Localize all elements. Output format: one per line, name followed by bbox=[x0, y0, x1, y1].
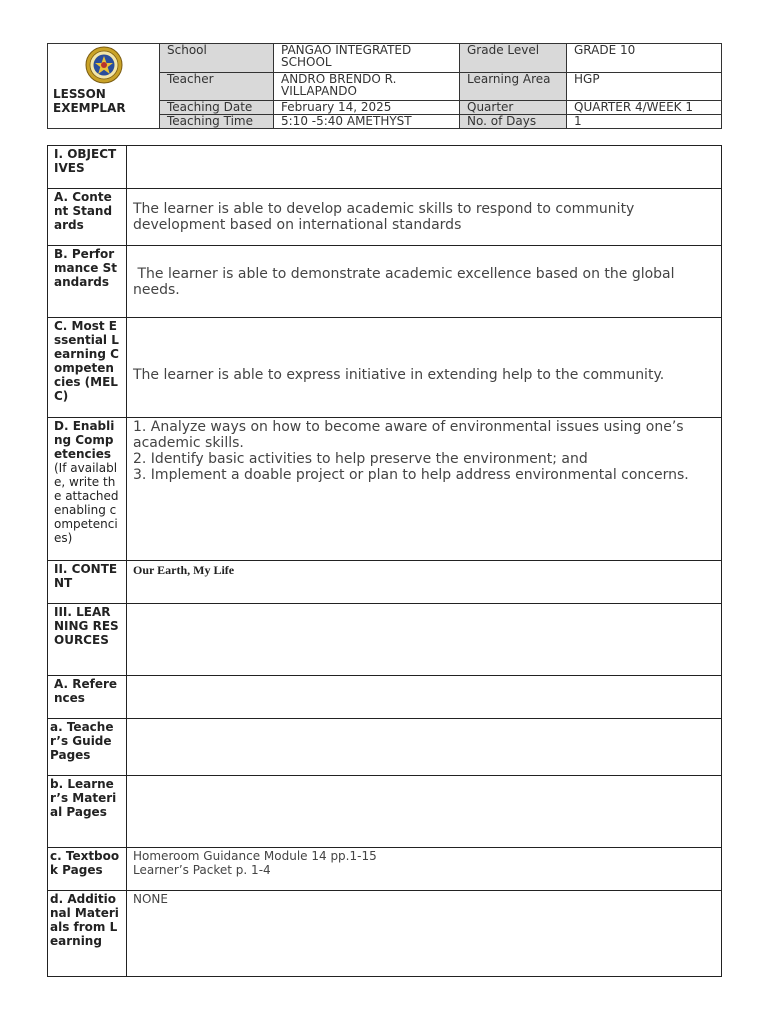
enabling-item-3: 3. Implement a doable project or plan to help address environmental concerns. bbox=[133, 467, 689, 483]
objectives-row bbox=[48, 146, 722, 189]
logo-cell bbox=[48, 44, 160, 129]
additional-materials-row bbox=[48, 891, 722, 977]
school-label: School bbox=[160, 44, 274, 73]
performance-standards-label: B. Performance Standards bbox=[48, 246, 127, 318]
grade-level-label: Grade Level bbox=[460, 44, 567, 73]
learners-material-row bbox=[48, 776, 722, 848]
content-value bbox=[127, 561, 722, 604]
days-label: No. of Days bbox=[460, 115, 567, 129]
deped-seal-icon bbox=[85, 46, 123, 84]
grade-level-value: GRADE 10 bbox=[567, 44, 722, 73]
performance-standards-row bbox=[48, 246, 722, 318]
teachers-guide-content bbox=[127, 719, 722, 776]
enabling-competencies-row bbox=[48, 418, 722, 561]
teaching-time-value: 5:10 -5:40 AMETHYST bbox=[274, 115, 460, 129]
learning-area-value: HGP bbox=[567, 73, 722, 101]
teaching-time-label: Teaching Time bbox=[160, 115, 274, 129]
objectives-content bbox=[127, 146, 722, 189]
content-label: II. CONTENT bbox=[48, 561, 127, 604]
melc-label: C. Most Essential Learning Competencies (MELC) bbox=[48, 318, 127, 418]
teaching-date-value: February 14, 2025 bbox=[274, 101, 460, 115]
melc-row bbox=[48, 318, 722, 418]
lesson-plan-table bbox=[47, 145, 722, 977]
melc-content: The learner is able to express initiative in extending help to the community. bbox=[127, 318, 722, 418]
quarter-value: QUARTER 4/WEEK 1 bbox=[567, 101, 722, 115]
objectives-label: I. OBJECTIVES bbox=[48, 146, 127, 189]
performance-standards-content: The learner is able to demonstrate academic excellence based on the global needs. bbox=[127, 246, 722, 318]
references-content bbox=[127, 676, 722, 719]
teachers-guide-label: a. Teacher’s Guide Pages bbox=[48, 719, 127, 776]
lesson-exemplar-title: LESSON EXEMPLAR bbox=[53, 87, 126, 115]
content-standards-row bbox=[48, 189, 722, 246]
teacher-value: ANDRO BRENDO R. VILLAPANDO bbox=[274, 73, 460, 101]
learning-area-label: Learning Area bbox=[460, 73, 567, 101]
learning-resources-content bbox=[127, 604, 722, 676]
lesson-topic: Our Earth, My Life bbox=[133, 563, 235, 577]
teachers-guide-row bbox=[48, 719, 722, 776]
enabling-item-1: 1. Analyze ways on how to become aware of environmental issues using one’s academic skills. bbox=[133, 419, 684, 451]
learning-resources-label: III. LEARNING RESOURCES bbox=[48, 604, 127, 676]
enabling-competencies-label: D. Enabling Competencies (If available, write the attached enabling competencies) bbox=[48, 418, 127, 561]
lesson-header-table bbox=[47, 43, 722, 129]
enabling-item-2: 2. Identify basic activities to help preserve the environment; and bbox=[133, 451, 588, 467]
teaching-date-label: Teaching Date bbox=[160, 101, 274, 115]
references-label: A. References bbox=[48, 676, 127, 719]
quarter-label: Quarter bbox=[460, 101, 567, 115]
learning-resources-row bbox=[48, 604, 722, 676]
additional-materials-content: NONE bbox=[127, 891, 722, 977]
textbook-row bbox=[48, 848, 722, 891]
content-standards-label: A. Content Standards bbox=[48, 189, 127, 246]
textbook-line-2: Learner’s Packet p. 1-4 bbox=[133, 863, 271, 877]
additional-materials-label: d. Additional Materials from Learning bbox=[48, 891, 127, 977]
enabling-competencies-note: (If available, write the attached enabling competencies) bbox=[54, 461, 119, 545]
school-value: PANGAO INTEGRATED SCHOOL bbox=[274, 44, 460, 73]
content-standards-content: The learner is able to develop academic skills to respond to community development based on international standards bbox=[127, 189, 722, 246]
references-row bbox=[48, 676, 722, 719]
teacher-label: Teacher bbox=[160, 73, 274, 101]
content-row bbox=[48, 561, 722, 604]
days-value: 1 bbox=[567, 115, 722, 129]
textbook-content bbox=[127, 848, 722, 891]
learners-material-content bbox=[127, 776, 722, 848]
learners-material-label: b. Learner’s Material Pages bbox=[48, 776, 127, 848]
textbook-label: c. Textbook Pages bbox=[48, 848, 127, 891]
textbook-line-1: Homeroom Guidance Module 14 pp.1-15 bbox=[133, 849, 377, 863]
enabling-competencies-content bbox=[127, 418, 722, 561]
